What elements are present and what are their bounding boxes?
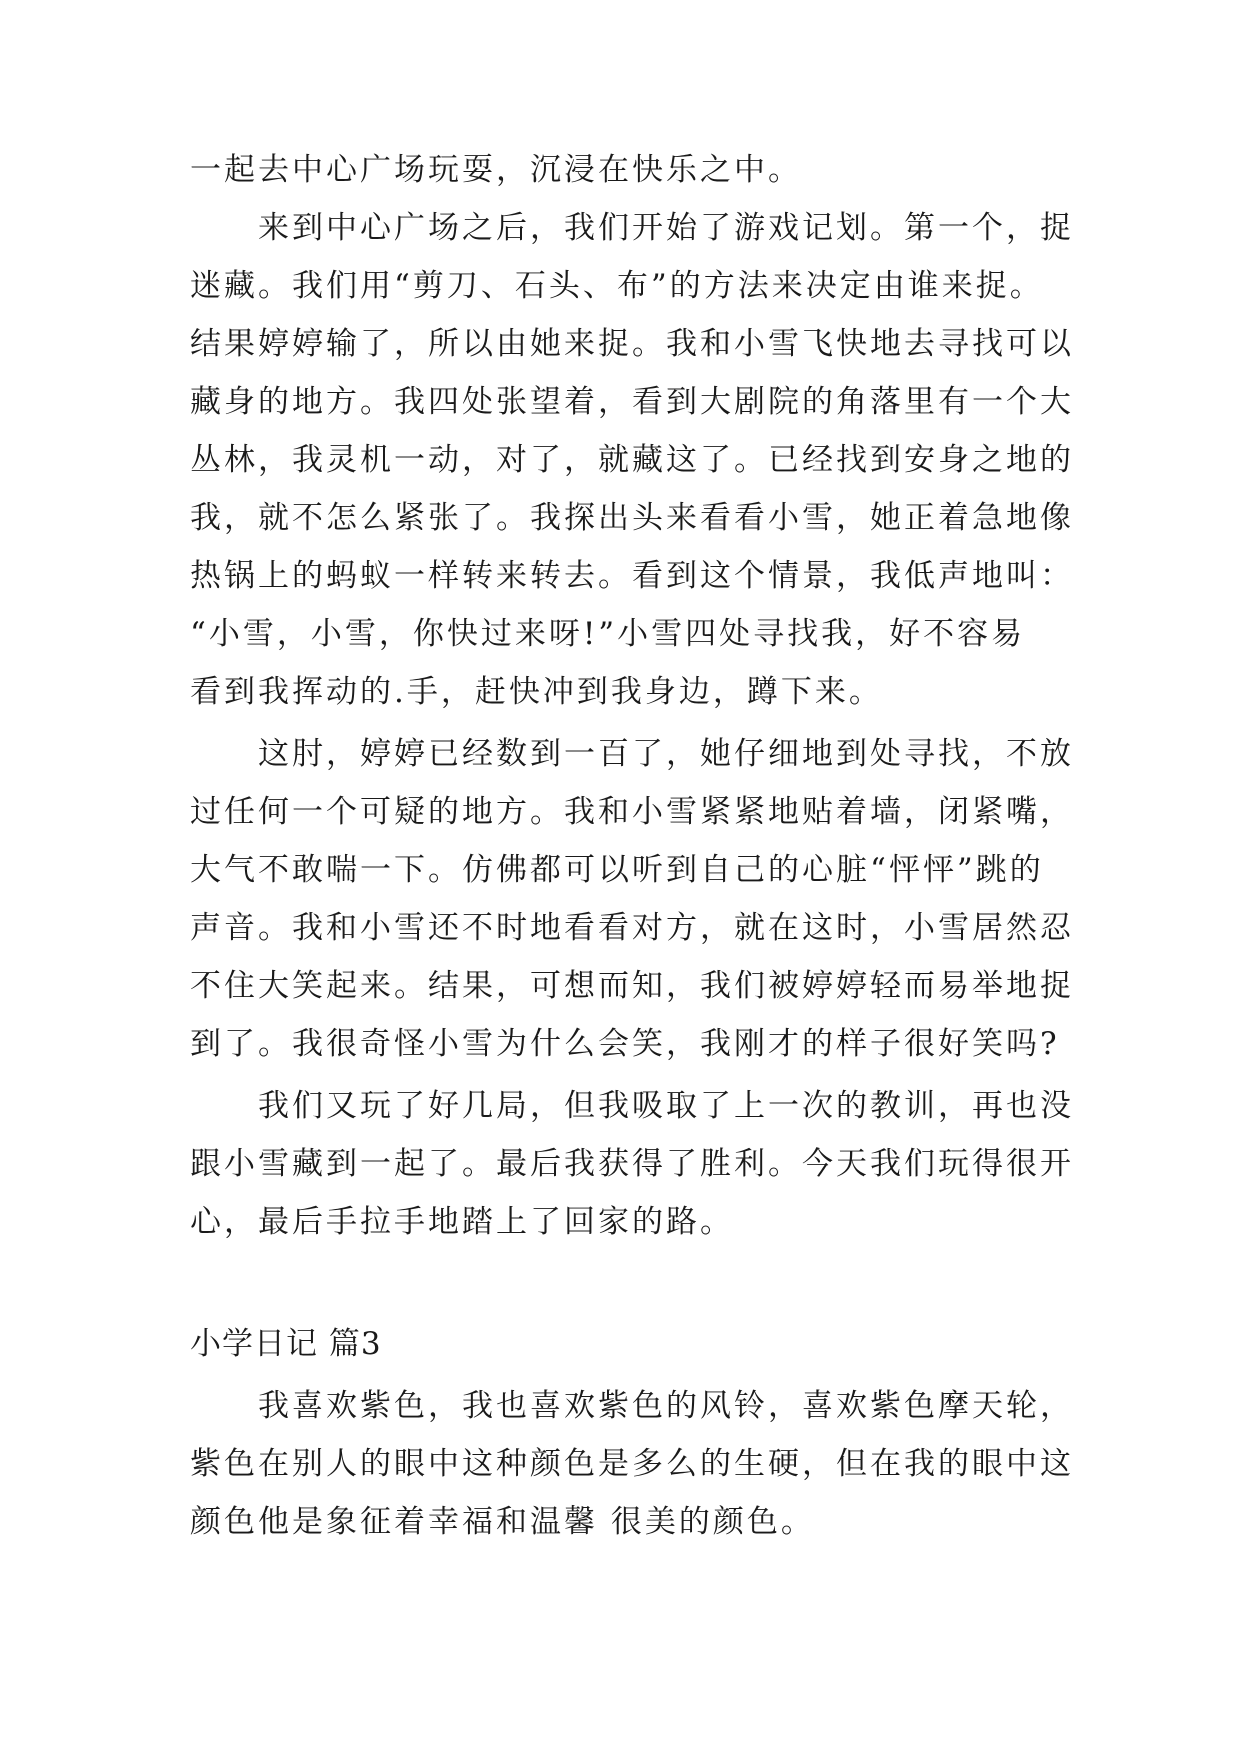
text-line: 颜色他是象征着幸福和温馨 很美的颜色。 xyxy=(190,1504,815,1540)
text-line: 丛林，我灵机一动，对了，就藏这了。已经找到安身之地的 xyxy=(190,442,1074,478)
text-line: 一起去中心广场玩耍，沉浸在快乐之中。 xyxy=(190,152,802,188)
text-line: 看到我挥动的.手，赶快冲到我身边，蹲下来。 xyxy=(190,674,883,710)
text-line: 结果婷婷输了，所以由她来捉。我和小雪飞快地去寻找可以 xyxy=(190,326,1074,362)
text-line: 迷藏。我们用“剪刀、石头、布”的方法来决定由谁来捉。 xyxy=(190,268,1044,304)
text-line: “小雪，小雪，你快过来呀!”小雪四处寻找我，好不容易 xyxy=(190,616,1026,652)
text-line: 跟小雪藏到一起了。最后我获得了胜利。今天我们玩得很开 xyxy=(190,1146,1074,1182)
text-line: 这肘，婷婷已经数到一百了，她仔细地到处寻找，不放 xyxy=(190,736,1074,772)
text-line: 我们又玩了好几局，但我吸取了上一次的教训，再也没 xyxy=(190,1088,1074,1124)
text-line: 我喜欢紫色，我也喜欢紫色的风铃，喜欢紫色摩天轮， xyxy=(190,1388,1074,1424)
text-line: 藏身的地方。我四处张望着，看到大剧院的角落里有一个大 xyxy=(190,384,1074,420)
text-line: 热锅上的蚂蚁一样转来转去。看到这个情景，我低声地叫： xyxy=(190,558,1074,594)
text-line: 紫色在别人的眼中这种颜色是多么的生硬，但在我的眼中这 xyxy=(190,1446,1074,1482)
text-line: 我，就不怎么紧张了。我探出头来看看小雪，她正着急地像 xyxy=(190,500,1074,536)
text-line: 不住大笑起来。结果，可想而知，我们被婷婷轻而易举地捉 xyxy=(190,968,1074,1004)
text-line: 到了。我很奇怪小雪为什么会笑，我刚才的样子很好笑吗? xyxy=(190,1026,1060,1062)
text-line: 来到中心广场之后，我们开始了游戏记划。第一个，捉 xyxy=(190,210,1074,246)
section-title: 小学日记 篇3 xyxy=(190,1326,382,1362)
text-line: 声音。我和小雪还不时地看看对方，就在这时，小雪居然忍 xyxy=(190,910,1074,946)
text-line: 大气不敢喘一下。仿佛都可以听到自己的心脏“怦怦”跳的 xyxy=(190,852,1044,888)
text-line: 心，最后手拉手地踏上了回家的路。 xyxy=(190,1204,734,1240)
text-line: 过任何一个可疑的地方。我和小雪紧紧地贴着墙，闭紧嘴， xyxy=(190,794,1074,830)
